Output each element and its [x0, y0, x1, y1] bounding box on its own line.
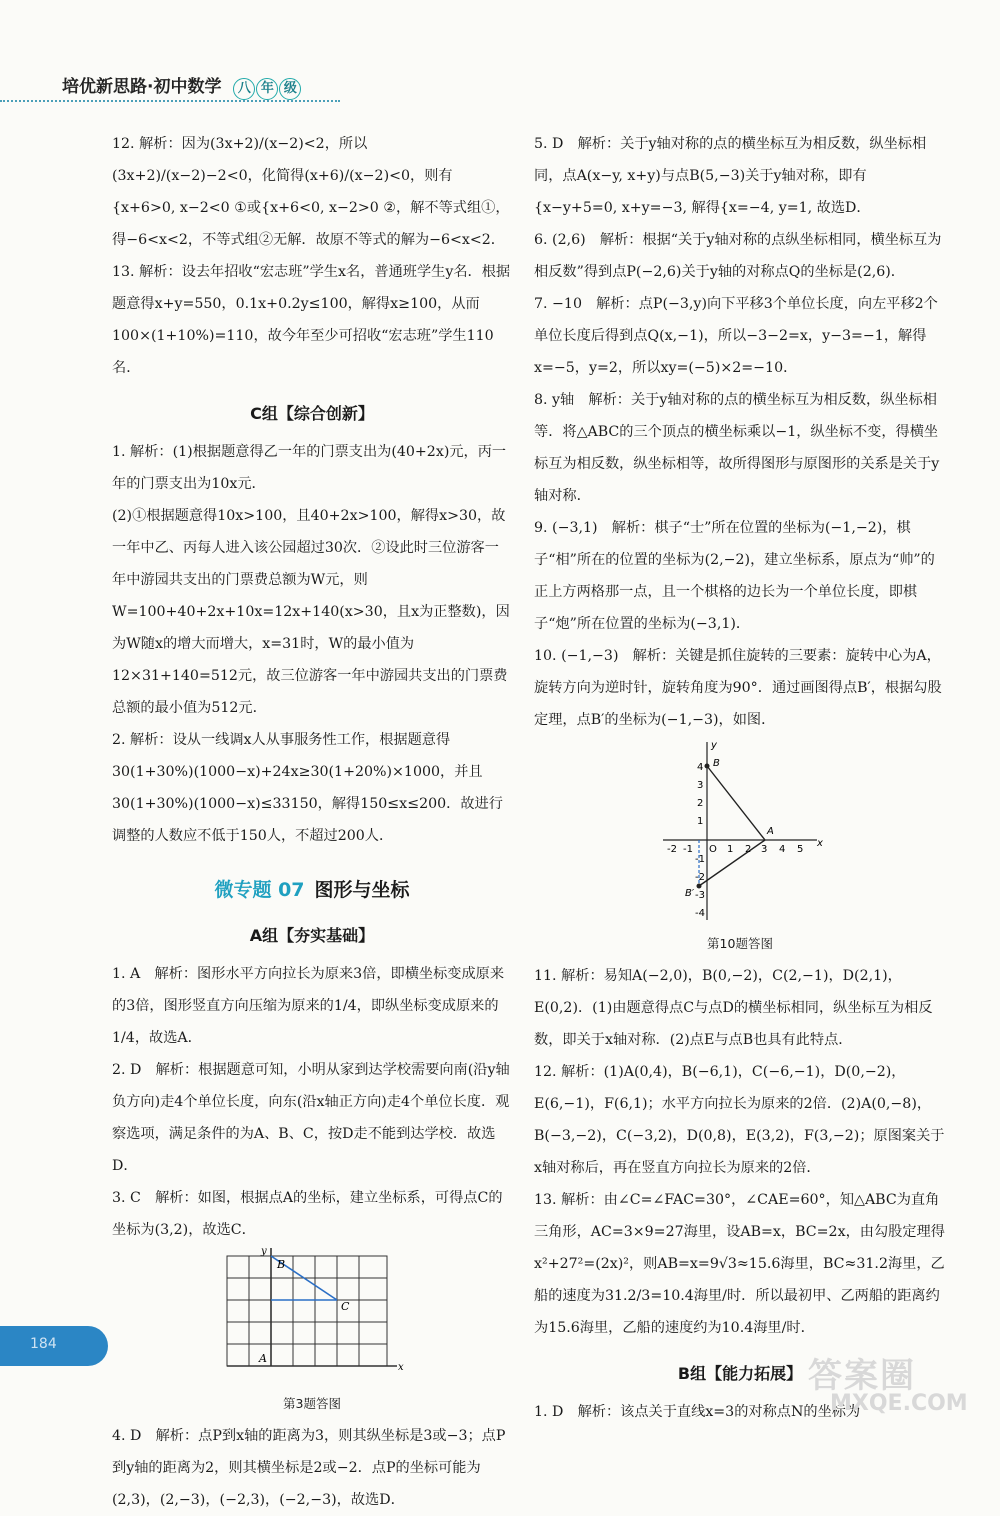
answer-a6: 6. (2,6) 解析：根据“关于y轴对称的点纵坐标相同，横坐标互为相反数”得到点P(−2,6)关于y轴的对称点Q的坐标是(2,6)． [534, 232, 942, 280]
svg-text:A: A [259, 1352, 267, 1365]
answer-a2: 2. D 解析：根据题意可知，小明从家到达学校需要向南(沿y轴负方向)走4个单位长度，向东(沿x轴正方向)走4个单位长度．观察选项，满足条件的为A、B、C，按D走不能到达学校．故选D． [112, 1062, 510, 1174]
topic-name: 图形与坐标 [314, 879, 410, 901]
watermark-logo: 答案圈 [808, 1356, 916, 1396]
topic-heading [112, 874, 512, 906]
answer-a5: 5. D 解析：关于y轴对称的点的横坐标互为相反数，纵坐标相同，点A(x−y, x+y)与点B(5,−3)关于y轴对称，即有{x−y+5=0, x+y=−3, 解得{x=−4, y=1, 故选D． [534, 136, 927, 216]
answer-a10: 10. (−1,−3) 解析：关键是抓住旋转的三要素：旋转中心为A，旋转方向为逆时针，旋转角度为90°．通过画图得点B′，根据勾股定理，点B′的坐标为(−1,−3)，如图． [534, 648, 942, 728]
svg-text:-3: -3 [695, 890, 705, 901]
group-a-heading: A组【夯实基础】 [249, 926, 375, 945]
watermark-url: MXQE.COM [830, 1391, 968, 1416]
figure-3-grid [217, 1246, 407, 1386]
grade-badge: 八 年 级 [233, 77, 302, 100]
answer-a13: 13. 解析：由∠C=∠FAC=30°，∠CAE=60°，知△ABC为直角三角形，AC=3×9=27海里，设AB=x，BC=2x，由勾股定理得x²+27²=(2x)²，则AB=x=9√3≈15.6海里，BC≈31.2海里，乙船的速度为31.2/3=10.4海里/时．所以最初甲、乙两船的距离约为15.6海里，乙船的速度约为10.4海里/时． [534, 1192, 945, 1336]
svg-text:A: A [767, 826, 774, 837]
answer-13: 13. 解析：设去年招收“宏志班”学生x名，普通班学生y名．根据题意得x+y=550，0.1x+0.2y≤100，解得x≥100，从而100×(1+10%)=110，故今年至少可招收“宏志班”学生110名． [112, 264, 511, 376]
header-rule [0, 100, 340, 102]
running-header [62, 72, 302, 100]
answer-12: 12. 解析：因为(3x+2)/(x−2)<2，所以(3x+2)/(x−2)−2<0，化简得(x+6)/(x−2)<0，则有{x+6>0, x−2<0 ①或{x+6<0, x−2>0 ②，解不等式组①，得−6<x<2，不等式组②无解．故原不等式的解为−6<x<2． [112, 136, 510, 248]
answer-c1-part1: 1. 解析：(1)根据题意得乙一年的门票支出为(40+2x)元，丙一年的门票支出为10x元． [112, 444, 507, 492]
svg-text:-2: -2 [695, 872, 705, 883]
answer-a3: 3. C 解析：如图，根据点A的坐标，建立坐标系，可得点C的坐标为(3,2)，故选C． [112, 1190, 503, 1238]
left-column [112, 128, 512, 1516]
svg-text:x: x [817, 838, 823, 849]
answer-a4: 4. D 解析：点P到x轴的距离为3，则其纵坐标是3或−3；点P到y轴的距离为2，则其横坐标是2或−2．点P的坐标可能为(2,3)，(2,−3)，(−2,3)，(−2,−3)，故选D． [112, 1428, 506, 1508]
svg-text:1: 1 [697, 816, 704, 827]
svg-text:C: C [341, 1300, 350, 1313]
svg-text:x: x [398, 1362, 404, 1373]
svg-text:B: B [277, 1258, 286, 1271]
svg-text:B: B [713, 758, 720, 769]
svg-text:B′: B′ [685, 888, 695, 899]
answer-a11: 11. 解析：易知A(−2,0)，B(0,−2)，C(2,−1)，D(2,1)，E(0,2)．(1)由题意得点C与点D的横坐标相同，纵坐标互为相反数，即关于x轴对称．(2)点E与点B也具有此特点． [534, 968, 933, 1048]
svg-text:2: 2 [745, 844, 752, 855]
answer-a7: 7. −10 解析：点P(−3,y)向下平移3个单位长度，向左平移2个单位长度后得到点Q(x,−1)，所以−3−2=x，y−3=−1，解得x=−5，y=2，所以xy=(−5)×2=−10． [534, 296, 938, 376]
figure-3-caption: 第3题答图 [283, 1396, 341, 1411]
answer-c1-part2: (2)①根据题意得10x>100，且40+2x>100，解得x>30，故一年中乙、丙每人进入该公园超过30次．②设此时三位游客一年中游园共支出的门票费总额为W元，则W=100+40+2x+10x=12x+140(x>30，且x为正整数)，因为W随x的增大而增大，x=31时，W的最小值为12×31+140=512元，故三位游客一年中游园共支出的门票费总额的最小值为512元． [112, 508, 510, 716]
figure-10-caption: 第10题答图 [707, 936, 773, 951]
svg-text:O: O [709, 844, 717, 855]
topic-number: 微专题 07 [214, 879, 305, 901]
figure-10-coordinate-plane [655, 736, 825, 926]
svg-text:2: 2 [697, 798, 704, 809]
svg-text:y: y [711, 740, 717, 751]
svg-text:-2: -2 [667, 844, 677, 855]
svg-text:-4: -4 [695, 908, 705, 919]
watermark [808, 1348, 968, 1416]
svg-text:3: 3 [697, 780, 704, 791]
page-number: 184 [30, 1336, 57, 1352]
answer-a9: 9. (−3,1) 解析：棋子“士”所在位置的坐标为(−1,−2)，棋子“相”所在的位置的坐标为(2,−2)，建立坐标系，原点为“帅”的正上方两格那一点，且一个棋格的边长为一个单位长度，即棋子“炮”所在位置的坐标为(−3,1)． [534, 520, 935, 632]
svg-text:y: y [261, 1246, 267, 1257]
svg-text:5: 5 [797, 844, 804, 855]
svg-text:4: 4 [697, 762, 704, 773]
answer-c2: 2. 解析：设从一线调x人从事服务性工作，根据题意得30(1+30%)(1000−x)+24x≥30(1+20%)×1000，并且30(1+30%)(1000−x)≤33150，解得150≤x≤200．故进行调整的人数应不低于150人，不超过200人． [112, 732, 503, 844]
answer-a8: 8. y轴 解析：关于y轴对称的点的横坐标互为相反数，纵坐标相等．将△ABC的三个顶点的横坐标乘以−1，纵坐标不变，得横坐标互为相反数，纵坐标相等，故所得图形与原图形的关系是关于y轴对称． [534, 392, 940, 504]
header-title: 培优新思路·初中数学 [62, 77, 222, 97]
answer-b1: 1. D 解析：该点关于直线x=3的对称点N的坐标为 [534, 1404, 861, 1420]
answer-a12: 12. 解析：(1)A(0,4)，B(−6,1)，C(−6,−1)，D(0,−2)，E(6,−1)，F(6,1)；水平方向拉长为原来的2倍．(2)A(0,−8)，B(−3,−2)，C(−3,2)，D(0,8)，E(3,2)，F(3,−2)；原图案关于x轴对称后，再在竖直方向拉长为原来的2倍． [534, 1064, 945, 1176]
group-c-heading: C组【综合创新】 [250, 404, 374, 423]
svg-text:-1: -1 [683, 844, 693, 855]
svg-text:4: 4 [779, 844, 786, 855]
svg-text:-1: -1 [695, 854, 705, 865]
right-column [534, 128, 946, 1428]
answer-a1: 1. A 解析：图形水平方向拉长为原来3倍，即横坐标变成原来的3倍，图形竖直方向压缩为原来的1/4，即纵坐标变成原来的1/4，故选A． [112, 966, 505, 1046]
group-b-heading: B组【能力拓展】 [677, 1364, 803, 1383]
svg-text:3: 3 [761, 844, 768, 855]
svg-text:1: 1 [727, 844, 734, 855]
